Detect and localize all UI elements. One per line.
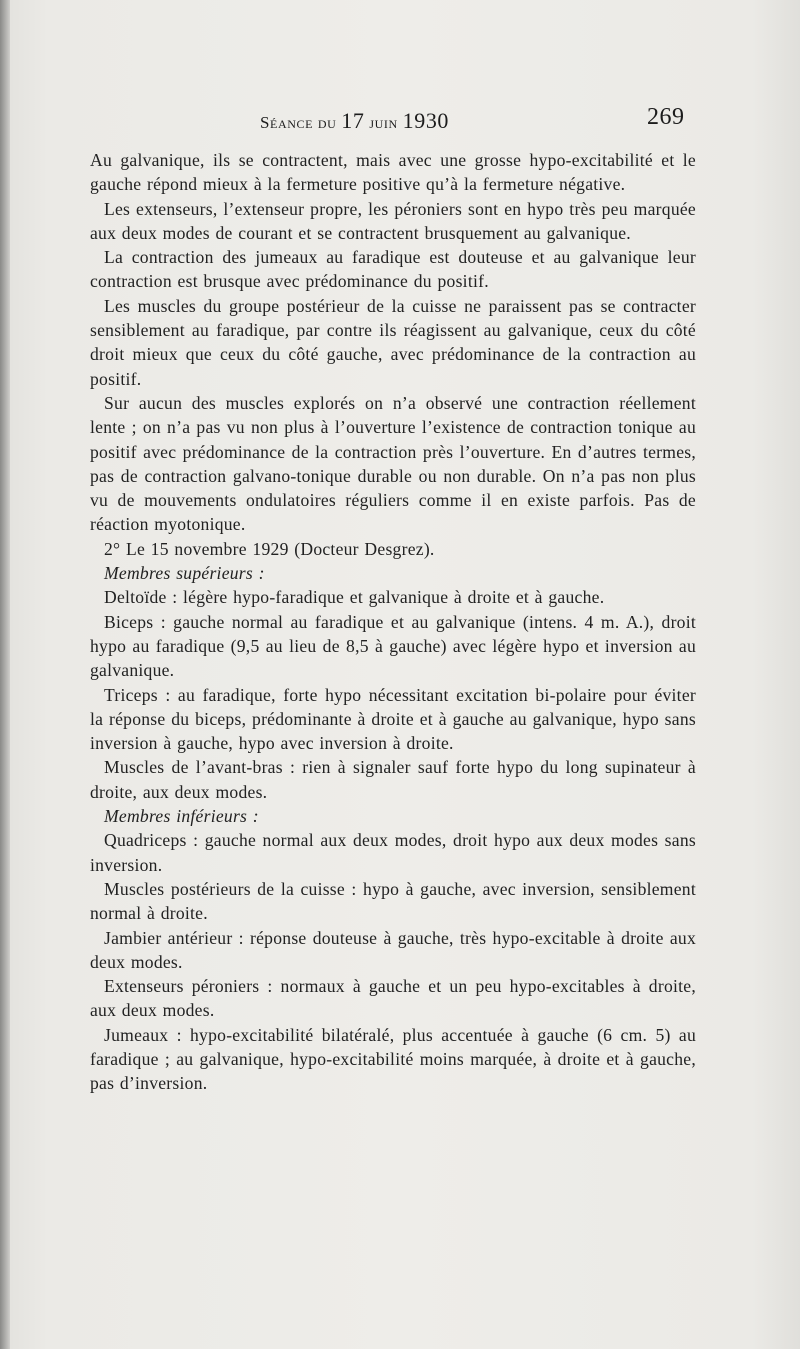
date-month: juin	[369, 113, 398, 132]
running-head	[260, 108, 449, 134]
binding-shadow	[0, 0, 10, 1349]
subheading-membres-inferieurs: Membres inférieurs :	[104, 806, 259, 827]
body-text	[90, 148, 696, 1096]
paragraph: Les muscles du groupe postérieur de la cuisse ne paraissent pas se contracter sensiblement au faradique, par contre ils réagissent au galvanique, ceux du côté droit mieux que ceux du côté gauche, avec prédominance de la contraction au positif.	[90, 295, 696, 389]
paragraph: Quadriceps : gauche normal aux deux modes, droit hypo aux deux modes sans inversion.	[90, 830, 696, 875]
date-year: 1930	[402, 108, 450, 133]
paragraph: Biceps : gauche normal au faradique et au galvanique (intens. 4 m. A.), droit hypo au faradique (9,5 au lieu de 8,5 à gauche) avec légère hypo et inversion au galvanique.	[90, 611, 696, 681]
paragraph: Les extenseurs, l’extenseur propre, les péroniers sont en hypo très peu marquée aux deux modes de courant et se contractent brusquement au galvanique.	[90, 198, 696, 243]
paragraph: Sur aucun des muscles explorés on n’a observé une contraction réellement lente ; on n’a pas vu non plus à l’ouverture l’existence de contraction tonique au positif avec prédominance de la contraction près l’ouverture. En d’autres termes, pas de contraction galvano-tonique durable ou non durable. On n’a pas non plus vu de mouvements ondulatoires réguliers comme il en existe parfois. Pas de réaction myotonique.	[90, 392, 696, 535]
subheading-membres-superieurs: Membres supérieurs :	[104, 563, 265, 584]
section-date-line: 2° Le 15 novembre 1929 (Docteur Desgrez).	[104, 538, 435, 559]
paragraph: Triceps : au faradique, forte hypo nécessitant excitation bi-polaire pour éviter la réponse du biceps, prédominante à droite et à gauche au galvanique, hypo sans inversion à gauche, hypo avec inversion à droite.	[90, 684, 696, 754]
date-day: 17	[341, 108, 365, 133]
seance-label: Séance du	[260, 113, 337, 132]
page-number: 269	[647, 104, 685, 130]
page-header	[0, 104, 800, 144]
paragraph: Jambier antérieur : réponse douteuse à gauche, très hypo-excitable à droite aux deux modes.	[90, 927, 696, 972]
paragraph: Au galvanique, ils se contractent, mais avec une grosse hypo-excitabilité et le gauche répond mieux à la fermeture positive qu’à la fermeture négative.	[90, 150, 696, 195]
paragraph: Extenseurs péroniers : normaux à gauche et un peu hypo-excitables à droite, aux deux modes.	[90, 976, 696, 1021]
paragraph: La contraction des jumeaux au faradique est douteuse et au galvanique leur contraction est brusque avec prédominance du positif.	[90, 247, 696, 292]
paragraph: Deltoïde : légère hypo-faradique et galvanique à droite et à gauche.	[104, 587, 605, 608]
paragraph: Muscles postérieurs de la cuisse : hypo à gauche, avec inversion, sensiblement normal à droite.	[90, 878, 696, 924]
paragraph: Jumeaux : hypo-excitabilité bilatéralé, plus accentuée à gauche (6 cm. 5) au faradique ; au galvanique, hypo-excitabilité moins marquée, à droite et à gauche, pas d’inversion.	[90, 1024, 696, 1094]
paragraph: Muscles de l’avant-bras : rien à signaler sauf forte hypo du long supinateur à droite, aux deux modes.	[90, 757, 696, 802]
